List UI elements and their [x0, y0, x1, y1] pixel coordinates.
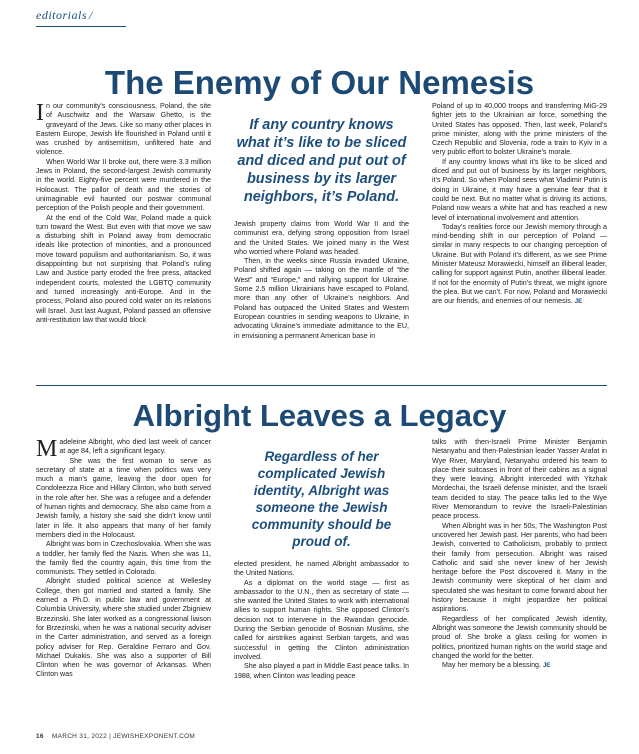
article1-headline: The Enemy of Our Nemesis [104, 64, 535, 101]
article1-signature: JE [574, 299, 583, 306]
article2-paragraph: May her memory be a blessing. JE [442, 661, 551, 670]
article2-paragraph: Albright was born in Czechoslovakia. When she was a toddler, her family fled the Nazis. When she was 11, the family fled the country again, this time from the communists. They settled in Colorado. [36, 540, 211, 577]
article2-paragraph: As a diplomat on the world stage — first as ambassador to the U.N., then as secretary of state — she wanted the United States to work with international allies to support human rights. She opposed Clinton’s decision not to intervene in the Rwandan genocide. During the Serbian genocide of Bosnian Muslims, she called for airstrikes against Serbian targets, and was successful in getting the Clinton administration involved. [234, 578, 409, 661]
article2-paragraph: Albright studied political science at Wellesley College, then got married and started a family. She earned a Ph.D. in public law and government at Columbia University, where she studied under Zbigniew Brzezinski. She later worked as a congressional liaison for Brzezinski, when he was a national security adviser in the Carter administration, and served as a foreign policy adviser for Rep. Geraldine Ferraro and Gov. Michael Dukakis. She was also a supporter of Bill Clinton when he was governor of Arkansas. When Clinton was [36, 577, 211, 679]
section-tag [36, 8, 93, 23]
article2-paragraph: She also played a part in Middle East peace talks. In 1988, when Clinton was leading peace [234, 662, 409, 680]
article1-column-2 [234, 102, 409, 341]
article2-dropcap: M [36, 436, 58, 462]
page-number: 16 [36, 733, 44, 740]
article1-paragraph: Then, in the weeks since Russia invaded Ukraine, Poland shifted again — taking on the mantle of “the West” and “Europe,” and rallying support for Ukraine. Some 2.5 million Ukrainians have escaped to Poland, more than any other of Ukraine’s neighbors. And Poland has outpaced the United States and Western European countries in sending weapons to Ukraine, in advocating Ukraine’s immediate admittance to the EU, in envisioning a permanent American base in [234, 257, 409, 340]
page-footer [36, 733, 195, 740]
article1-column-3 [432, 102, 607, 308]
article2-paragraph: Madeleine Albright, who died last week of cancer at age 84, left a significant legacy. [36, 436, 211, 462]
article2-pullquote: Regardless of her complicated Jewish identity, Albright was someone the Jewish community should be proud of. [251, 449, 392, 549]
article2-paragraph: When Albright was in her 50s, The Washington Post uncovered her Jewish past. Her parents, who had been Jewish, converted to Catholicism, probably to protect their family from persecution. Albright was raised Catholic and said she never knew of her Jewish heritage before the Post discovered it. Many in the Jewish community were skeptical of her claim and speculated she was hesitant to come forward about her history because it might jeopardize her political aspirations. [432, 521, 607, 614]
article2-paragraph: talks with then-Israeli Prime Minister Benjamin Netanyahu and then-Palestinian leader Yasser Arafat in Wye River, Maryland, Netanyahu ordered his team to place their suitcases in front of their cabins as a signal they were leaving. Albright interceded with Yitzhak Mordechai, the Israeli defense minister, and the Israeli team decided to stay. The peace talks led to the Wye River Memorandum to revive the Israeli-Palestinian peace process. [432, 438, 607, 521]
footer-info: MARCH 31, 2022 | JEWISHEXPONENT.COM [51, 733, 196, 740]
article1-pullquote: If any country knows what it’s like to be sliced and diced and put out of business by its larger neighbors, it’s Poland. [236, 117, 407, 205]
article2-headline: Albright Leaves a Legacy [132, 398, 507, 433]
article1-paragraph: At the end of the Cold War, Poland made a quick turn toward the West. But even with that move we saw a disturbing shift in Poland away from democratic ideals like protection of minorities, and a pronounced move toward populism and authoritarianism. So, it was disappointing but not surprising that Poland’s ruling Law and Justice party eroded the free press, attacked independent courts, molested the LGBTQ community and turned increasingly anti-Europe. And in the process, Poland also poured cold water on its relations will Israel. Just last August, Poland passed an offensive anti-restitution law that would block [36, 213, 211, 324]
section-rule [36, 26, 126, 27]
article2-column-3 [432, 438, 607, 671]
article2-body [36, 438, 607, 723]
article1-dropcap: I [36, 100, 44, 126]
article2-column-1 [36, 438, 211, 680]
article1-paragraph: In our community's consciousness, Poland, the site of Auschwitz and the Warsaw Ghetto, is the graveyard of the Jews. Like so many other places in Eastern Europe, Jewish life flourished in Poland until it was crushed by antisemitism, unfiltered hate and violence. [36, 100, 211, 157]
article1-paragraph: If any country knows what it’s like to be sliced and diced and put out of business by its larger neighbors, it’s Poland. So when Poland sees what Vladimir Putin is doing in Ukraine, it may have a genuine fear that it could be next. But no matter what is driving its actions, Poland now wears a white hat and has reached a new level of international involvement and attention. [432, 157, 607, 222]
section-label: editorials [36, 8, 88, 22]
section-divider [36, 385, 607, 386]
article1-paragraph: When World War II broke out, there were 3.3 million Jews in Poland, the second-largest Jewish community in the world. Eighty-five percent were murdered in the Holocaust. The pallor of death and the stories of unimaginable evil haunted our postwar communal perception of the Polish people and their government. [36, 157, 211, 213]
article1-column-1 [36, 102, 211, 325]
article2-signature: JE [542, 663, 551, 670]
article2-paragraph: Regardless of her complicated Jewish identity, Albright was someone the Jewish community should be proud of. She broke a glass ceiling for women in politics, prioritized human rights on the world stage and changed the world for the better. [432, 614, 607, 660]
article1-paragraph: Poland of up to 40,000 troops and transferring MiG-29 fighter jets to the Ukrainian air force, something the United States has opposed. Then, last week, Poland’s prime minister, along with the prime ministers of the Czech Republic and Slovenia, rode a train to Kyiv in a very public effort to bolster Ukraine’s morale. [432, 102, 607, 157]
article2-paragraph: She was the first woman to serve as secretary of state at a time when politics was very much a man’s game, leaving the door open for Condoleezza Rice and Hillary Clinton, who both served in the role after her. She was a refugee and a defender of human rights and democracy. She also came from a Jewish family, a history she said she didn’t know until later in life. It also appears that many of her family members died in the Holocaust. [36, 456, 211, 539]
article1-paragraph: Today’s realities force our Jewish memory through a mind-bending shift in our perception of Poland — similar in many respects to our changing perception of Ukraine. But with Poland it’s different, as we see Prime Minister Mateusz Morawiecki, himself an illiberal leader, calling for support against Putin, another illiberal leader. If not for the enormity of Putin’s threat, we might ignore the plea. But we can’t. For now, Poland and Morawiecki are our friends, and enemies of our nemesis. JE [432, 222, 607, 306]
article2-column-2 [234, 438, 409, 681]
article1-paragraph: Jewish property claims from World War II and the communist era, defying strong opposition from Israel and the United States. We joined many in the West who worried where Poland was headed. [234, 220, 409, 256]
article1-body [36, 102, 607, 382]
article2-paragraph: elected president, he named Albright ambassador to the United Nations. [234, 560, 409, 578]
section-slash: / [89, 8, 93, 22]
